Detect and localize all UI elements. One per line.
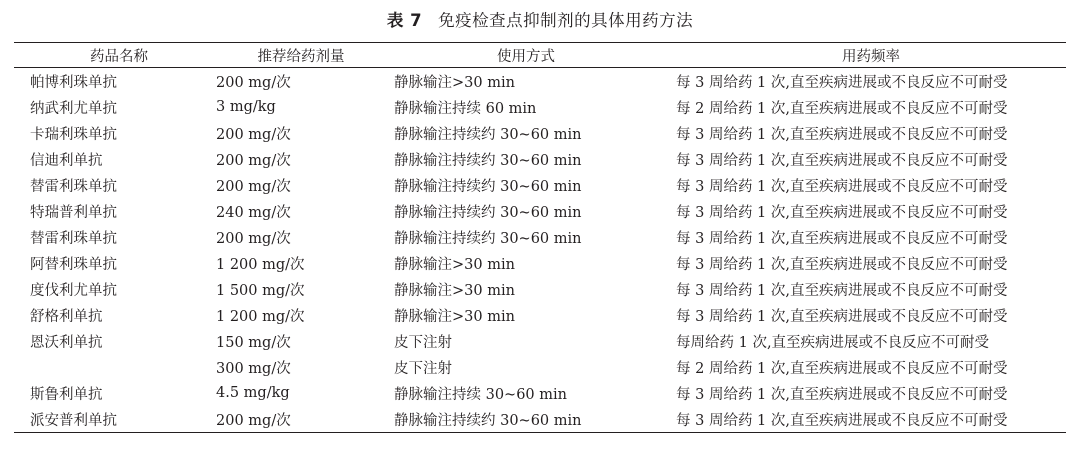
dosage-table — [14, 42, 1066, 433]
cell-drug-name: 替雷利珠单抗 — [30, 178, 117, 195]
cell-dose: 240 mg/次 — [216, 204, 291, 221]
cell-frequency: 每周给药 1 次,直至疾病进展或不良反应不可耐受 — [676, 334, 990, 351]
cell-route: 静脉输注持续 60 min — [394, 100, 537, 117]
cell-frequency: 每 3 周给药 1 次,直至疾病进展或不良反应不可耐受 — [676, 74, 1008, 91]
cell-route: 静脉输注持续约 30~60 min — [394, 178, 582, 195]
table-row — [14, 172, 1066, 198]
cell-drug-name: 信迪利单抗 — [30, 152, 103, 169]
table-row — [14, 250, 1066, 276]
cell-frequency: 每 3 周给药 1 次,直至疾病进展或不良反应不可耐受 — [676, 204, 1008, 221]
cell-drug-name: 恩沃利单抗 — [30, 334, 103, 351]
cell-dose: 200 mg/次 — [216, 126, 291, 143]
table-row — [14, 406, 1066, 433]
table-row — [14, 354, 1066, 380]
cell-drug-name: 特瑞普利单抗 — [30, 204, 117, 221]
cell-route: 静脉输注持续 30~60 min — [394, 386, 567, 403]
cell-drug-name: 阿替利珠单抗 — [30, 256, 117, 273]
cell-dose: 150 mg/次 — [216, 334, 291, 351]
cell-dose: 200 mg/次 — [216, 178, 291, 195]
cell-dose: 3 mg/kg — [216, 99, 276, 115]
cell-route: 静脉输注>30 min — [394, 308, 515, 325]
cell-frequency: 每 3 周给药 1 次,直至疾病进展或不良反应不可耐受 — [676, 152, 1008, 169]
table-row — [14, 146, 1066, 172]
cell-frequency: 每 3 周给药 1 次,直至疾病进展或不良反应不可耐受 — [676, 412, 1008, 429]
cell-frequency: 每 2 周给药 1 次,直至疾病进展或不良反应不可耐受 — [676, 360, 1008, 377]
cell-dose: 1 200 mg/次 — [216, 308, 305, 325]
cell-dose: 1 500 mg/次 — [216, 282, 305, 299]
cell-route: 静脉输注>30 min — [394, 256, 515, 273]
table-row — [14, 224, 1066, 250]
cell-route: 静脉输注持续约 30~60 min — [394, 204, 582, 221]
cell-drug-name: 替雷利珠单抗 — [30, 230, 117, 247]
cell-route: 静脉输注持续约 30~60 min — [394, 230, 582, 247]
cell-dose: 200 mg/次 — [216, 230, 291, 247]
cell-drug-name — [14, 354, 208, 380]
table-body — [14, 68, 1066, 433]
table-row — [14, 94, 1066, 120]
cell-drug-name: 卡瑞利珠单抗 — [30, 126, 117, 143]
cell-route: 静脉输注持续约 30~60 min — [394, 152, 582, 169]
table-row — [14, 68, 1066, 95]
table-caption — [0, 10, 1080, 32]
cell-route: 静脉输注持续约 30~60 min — [394, 412, 582, 429]
cell-drug-name: 派安普利单抗 — [30, 412, 117, 429]
cell-drug-name: 纳武利尤单抗 — [30, 100, 117, 117]
cell-drug-name: 帕博利珠单抗 — [30, 74, 117, 91]
table-row — [14, 302, 1066, 328]
table-row — [14, 380, 1066, 406]
header-drug-name: 药品名称 — [90, 48, 148, 65]
cell-frequency: 每 3 周给药 1 次,直至疾病进展或不良反应不可耐受 — [676, 308, 1008, 325]
cell-frequency: 每 3 周给药 1 次,直至疾病进展或不良反应不可耐受 — [676, 386, 1008, 403]
table-title: 免疫检查点抑制剂的具体用药方法 — [438, 11, 694, 30]
cell-frequency: 每 3 周给药 1 次,直至疾病进展或不良反应不可耐受 — [676, 178, 1008, 195]
table-row — [14, 120, 1066, 146]
header-route: 使用方式 — [497, 48, 555, 65]
table-row — [14, 328, 1066, 354]
table-number: 表 7 — [386, 11, 423, 30]
cell-dose: 1 200 mg/次 — [216, 256, 305, 273]
table-row — [14, 276, 1066, 302]
cell-route: 静脉输注>30 min — [394, 74, 515, 91]
table-row — [14, 198, 1066, 224]
cell-route: 静脉输注持续约 30~60 min — [394, 126, 582, 143]
cell-frequency: 每 3 周给药 1 次,直至疾病进展或不良反应不可耐受 — [676, 126, 1008, 143]
cell-frequency: 每 3 周给药 1 次,直至疾病进展或不良反应不可耐受 — [676, 282, 1008, 299]
header-row — [14, 43, 1066, 68]
cell-dose: 200 mg/次 — [216, 152, 291, 169]
table-header — [14, 43, 1066, 68]
cell-drug-name: 舒格利单抗 — [30, 308, 103, 325]
cell-drug-name: 度伐利尤单抗 — [30, 282, 117, 299]
cell-frequency: 每 2 周给药 1 次,直至疾病进展或不良反应不可耐受 — [676, 100, 1008, 117]
header-frequency: 用药频率 — [842, 48, 900, 65]
header-dose: 推荐给药剂量 — [257, 48, 345, 65]
cell-dose: 4.5 mg/kg — [216, 385, 290, 401]
cell-dose: 200 mg/次 — [216, 412, 291, 429]
cell-dose: 200 mg/次 — [216, 74, 291, 91]
cell-route: 静脉输注>30 min — [394, 282, 515, 299]
cell-drug-name: 斯鲁利单抗 — [30, 386, 103, 403]
cell-route: 皮下注射 — [394, 334, 452, 351]
cell-dose: 300 mg/次 — [216, 360, 291, 377]
cell-frequency: 每 3 周给药 1 次,直至疾病进展或不良反应不可耐受 — [676, 256, 1008, 273]
cell-route: 皮下注射 — [394, 360, 452, 377]
cell-frequency: 每 3 周给药 1 次,直至疾病进展或不良反应不可耐受 — [676, 230, 1008, 247]
